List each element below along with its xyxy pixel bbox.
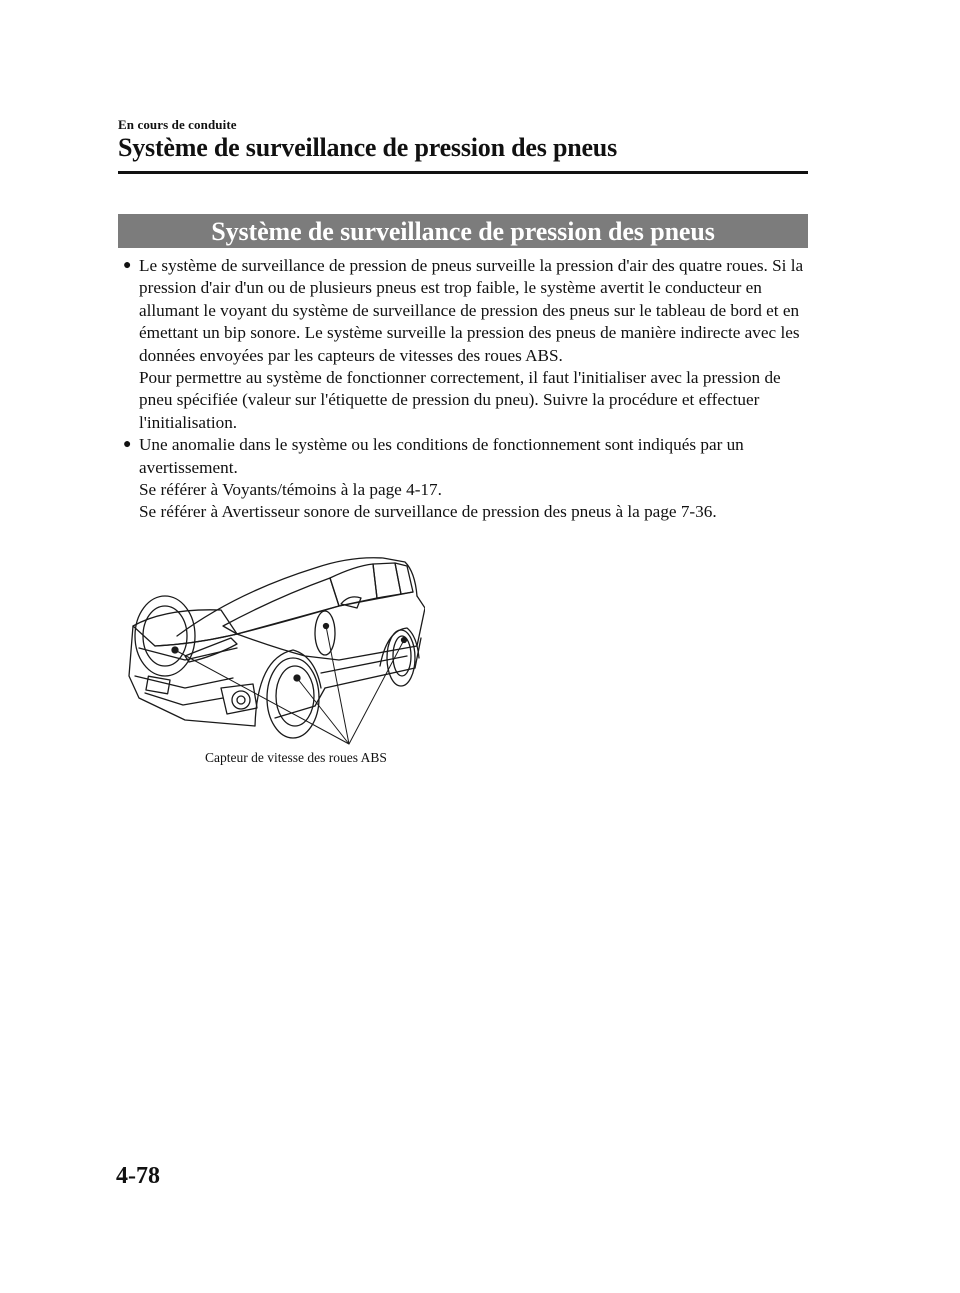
bullet-icon: ●: [123, 437, 132, 453]
bullet-list: [118, 255, 818, 524]
page-heading: Système de surveillance de pression des pneus: [118, 133, 617, 162]
paragraph: Pour permettre au système de fonctionner correctement, il faut l'initialiser avec la pression de pneu spécifiée (valeur sur l'étiquette de pression du pneu). Suivre la procédure et effectuer l'initialisation.: [139, 368, 781, 432]
paragraph: Une anomalie dans le système ou les conditions de fonctionnement sont indiqués par un avertissement.: [139, 435, 744, 477]
topic-banner: Système de surveillance de pression des pneus: [118, 214, 808, 248]
figure-caption: Capteur de vitesse des roues ABS: [205, 750, 387, 765]
list-item: [118, 255, 818, 434]
suv-wheel-sensor-illustration: [125, 548, 425, 768]
list-item: [118, 434, 818, 524]
heading-rule: [118, 171, 808, 174]
paragraph: Le système de surveillance de pression de pneus surveille la pression d'air des quatre roues. Si la pression d'air d'un ou de plusieurs pneus est trop faible, le système avertit le conducteur en allumant le voyant du système de surveillance de pression des pneus sur le tableau de bord et en émettant un bip sonore. Le système surveille la pression des pneus de manière indirecte avec les données envoyées par les capteurs de vitesses des roues ABS.: [139, 256, 804, 365]
bullet-icon: ●: [123, 258, 132, 273]
cross-reference: Se référer à Avertisseur sonore de surveillance de pression des pneus à la page 7-36.: [139, 502, 717, 522]
section-kicker: En cours de conduite: [118, 117, 237, 132]
page-number: 4-78: [116, 1163, 160, 1189]
cross-reference: Se référer à Voyants/témoins à la page 4-17.: [139, 480, 442, 500]
